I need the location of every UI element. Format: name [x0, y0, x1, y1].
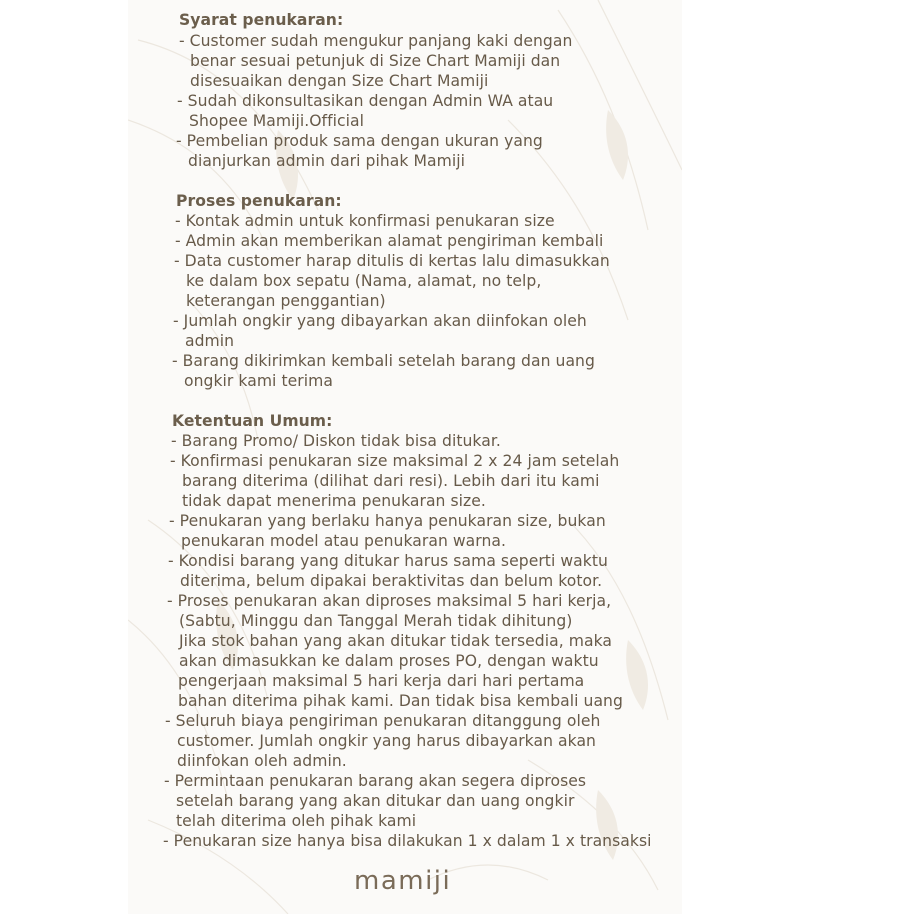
text-line: - Kontak admin untuk konfirmasi penukaran size — [175, 212, 555, 230]
text-line: - Proses penukaran akan diproses maksimal 5 hari kerja, — [167, 592, 612, 610]
text-line: akan dimasukkan ke dalam proses PO, dengan waktu — [179, 652, 599, 670]
text-line: - Pembelian produk sama dengan ukuran yang — [176, 132, 543, 150]
text-line: - Jumlah ongkir yang dibayarkan akan diinfokan oleh — [173, 312, 587, 330]
section-title-syarat: Syarat penukaran: — [179, 11, 344, 29]
text-line: - Konfirmasi penukaran size maksimal 2 x 24 jam setelah — [170, 452, 620, 470]
text-line: penukaran model atau penukaran warna. — [181, 532, 507, 550]
text-line: keterangan penggantian) — [186, 292, 386, 310]
text-line: - Barang dikirimkan kembali setelah barang dan uang — [172, 352, 595, 370]
text-line: Jika stok bahan yang akan ditukar tidak tersedia, maka — [179, 632, 613, 650]
text-line: customer. Jumlah ongkir yang harus dibayarkan akan — [177, 732, 596, 750]
text-line: - Barang Promo/ Diskon tidak bisa ditukar. — [171, 432, 501, 450]
text-line: telah diterima oleh pihak kami — [176, 812, 417, 830]
text-line: diterima, belum dipakai beraktivitas dan belum kotor. — [180, 572, 603, 590]
text-line: - Sudah dikonsultasikan dengan Admin WA atau — [177, 92, 554, 110]
text-line: admin — [185, 332, 235, 350]
terms-card — [128, 0, 682, 914]
text-line: tidak dapat menerima penukaran size. — [182, 492, 486, 510]
section-title-ketentuan: Ketentuan Umum: — [172, 412, 333, 430]
text-line: - Data customer harap ditulis di kertas lalu dimasukkan — [174, 252, 610, 270]
text-line: Shopee Mamiji.Official — [189, 112, 364, 130]
text-line: dianjurkan admin dari pihak Mamiji — [188, 152, 465, 170]
text-line: - Kondisi barang yang ditukar harus sama seperti waktu — [168, 552, 608, 570]
text-line: bahan diterima pihak kami. Dan tidak bisa kembali uang — [178, 692, 623, 710]
text-line: ongkir kami terima — [184, 372, 333, 390]
text-line: - Customer sudah mengukur panjang kaki dengan — [179, 32, 573, 50]
text-line: - Penukaran size hanya bisa dilakukan 1 x dalam 1 x transaksi — [163, 832, 652, 850]
text-line: benar sesuai petunjuk di Size Chart Mamiji dan — [190, 52, 561, 70]
brand-logo: mamiji — [354, 866, 452, 896]
text-line: setelah barang yang akan ditukar dan uang ongkir — [176, 792, 575, 810]
section-title-proses: Proses penukaran: — [176, 192, 342, 210]
text-line: - Penukaran yang berlaku hanya penukaran size, bukan — [169, 512, 606, 530]
text-line: ke dalam box sepatu (Nama, alamat, no telp, — [186, 272, 542, 290]
text-line: diinfokan oleh admin. — [177, 752, 347, 770]
text-line: - Seluruh biaya pengiriman penukaran ditanggung oleh — [165, 712, 601, 730]
text-line: barang diterima (dilihat dari resi). Lebih dari itu kami — [182, 472, 600, 490]
text-line: pengerjaan maksimal 5 hari kerja dari hari pertama — [178, 672, 585, 690]
text-line: disesuaikan dengan Size Chart Mamiji — [190, 72, 489, 90]
text-line: (Sabtu, Minggu dan Tanggal Merah tidak dihitung) — [179, 612, 573, 630]
terms-content — [128, 0, 682, 914]
text-line: - Admin akan memberikan alamat pengiriman kembali — [175, 232, 604, 250]
text-line: - Permintaan penukaran barang akan segera diproses — [164, 772, 587, 790]
